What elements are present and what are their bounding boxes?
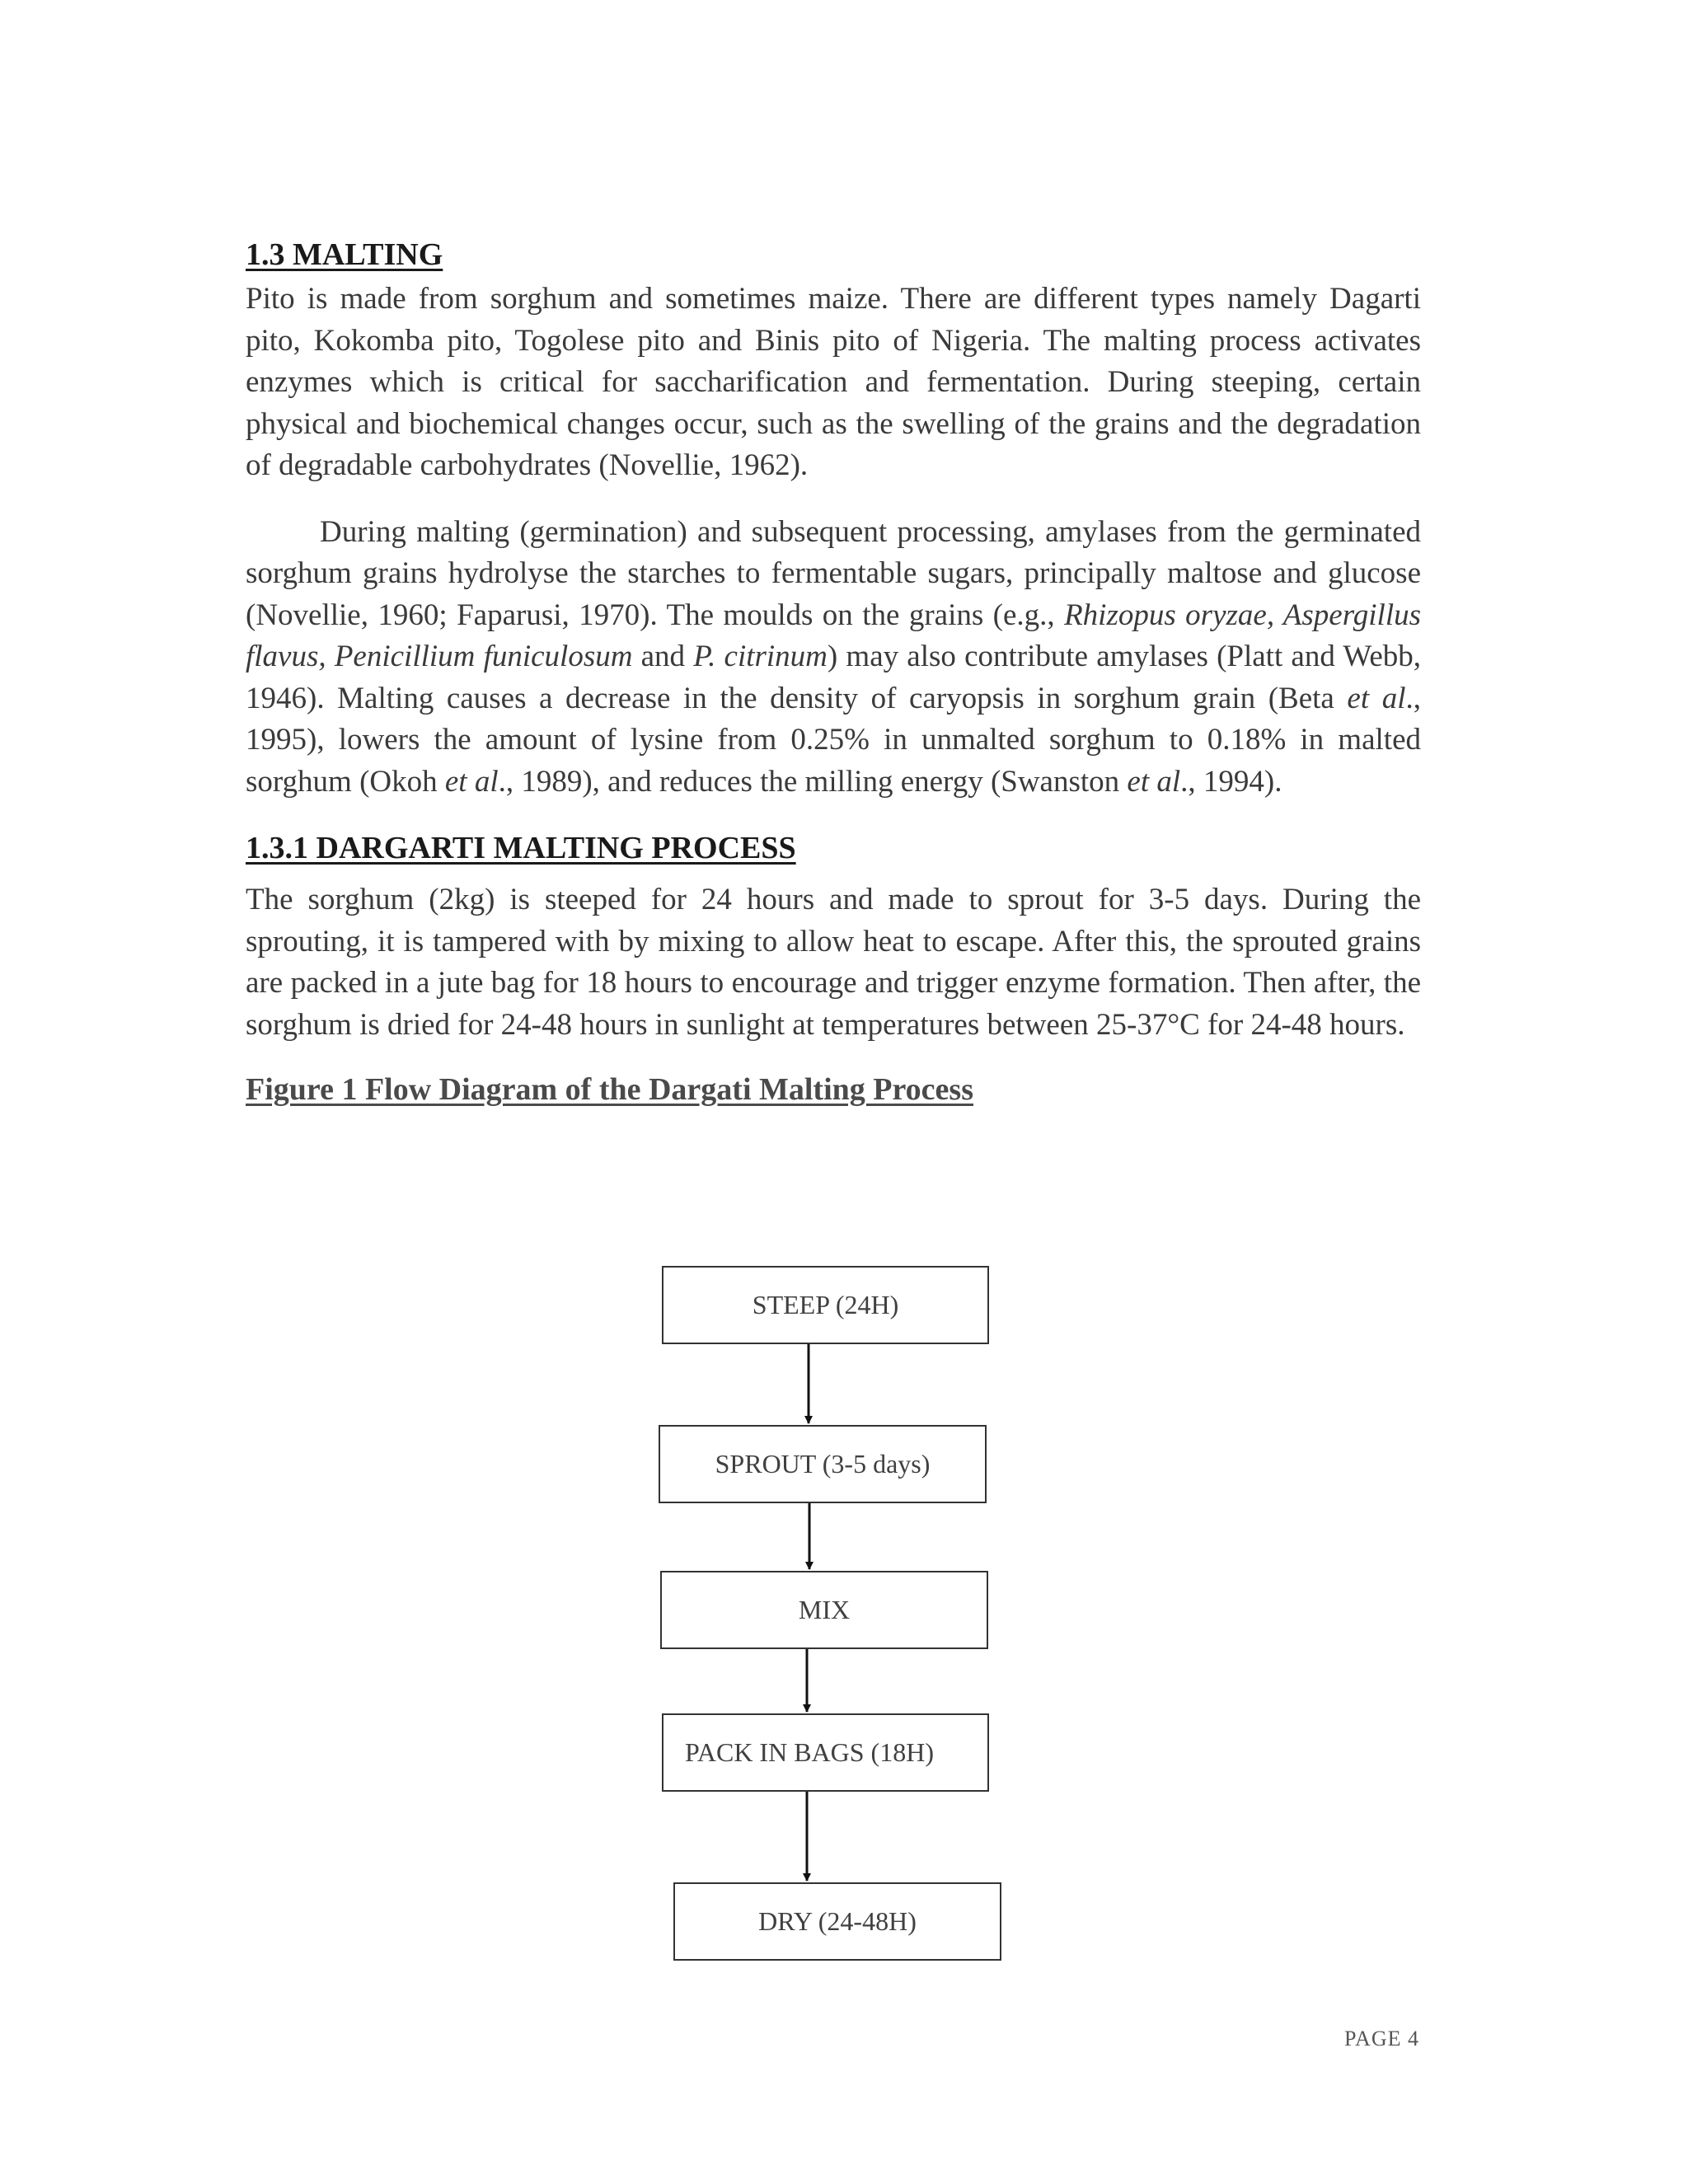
page-number: PAGE 4 bbox=[1343, 2027, 1419, 2050]
paragraph-italic: Rhizopus oryzae, Aspergillus flavus, Penicillium funiculosum bbox=[246, 598, 1421, 673]
paragraph-text: ) may also contribute amylases (Platt and Webb, 1946). Malting causes a decrease in the density of caryopsis in sorghum grain (Beta bbox=[246, 640, 1421, 715]
section-paragraph-1: Pito is made from sorghum and sometimes maize. There are different types namely Dagarti pito, Kokomba pito, Togolese pito and Binis pito of Nigeria. The malting process activates enzymes which is critical for saccharification and fermentation. During steeping, certain physical and biochemical changes occur, such as the swelling of the grains and the degradation of degradable carbohydrates (Novellie, 1962). bbox=[246, 282, 1421, 482]
paragraph-text: ., 1989), and reduces the milling energy (Swanston bbox=[498, 764, 1128, 799]
paragraph-text: During malting (germination) and subsequent processing, amylases from the germinated sorghum grains hydrolyse the starches to fermentable sugars, principally maltose and glucose (Novellie, 1960; Faparusi, 1970). The moulds on the grains (e.g., bbox=[246, 514, 1421, 632]
paragraph-text: and bbox=[632, 640, 694, 673]
flow-step-mix: MIX bbox=[660, 1571, 988, 1649]
section-heading: 1.3 MALTING bbox=[246, 237, 443, 272]
paragraph-text: ., 1994). bbox=[1180, 764, 1282, 799]
paragraph-italic: et al bbox=[1127, 764, 1181, 799]
flow-step-steep: STEEP (24H) bbox=[662, 1266, 989, 1344]
flow-step-sprout: SPROUT (3-5 days) bbox=[659, 1425, 987, 1503]
flow-step-pack: PACK IN BAGS (18H) bbox=[662, 1713, 989, 1792]
flow-step-dry: DRY (24-48H) bbox=[673, 1882, 1001, 1961]
subsection-paragraph: The sorghum (2kg) is steeped for 24 hours and made to sprout for 3-5 days. During the sprouting, it is tampered with by mixing to allow heat to escape. After this, the sprouted grains are packed in a jute bag for 18 hours to encourage and trigger enzyme formation. Then after, the sorghum is dried for 24-48 hours in sunlight at temperatures between 25-37°C for 24-48 hours. bbox=[246, 883, 1421, 1042]
subsection-heading: 1.3.1 DARGARTI MALTING PROCESS bbox=[246, 831, 796, 865]
paragraph-italic: P. citrinum bbox=[693, 640, 828, 673]
figure-caption: Figure 1 Flow Diagram of the Dargati Malting Process bbox=[246, 1072, 973, 1107]
paragraph-italic: et al bbox=[444, 764, 499, 799]
paragraph-text: ., 1995), lowers the amount of lysine from 0.25% in unmalted sorghum to 0.18% in malted sorghum (Okoh bbox=[246, 681, 1421, 799]
paragraph-italic: et al bbox=[1347, 681, 1406, 715]
